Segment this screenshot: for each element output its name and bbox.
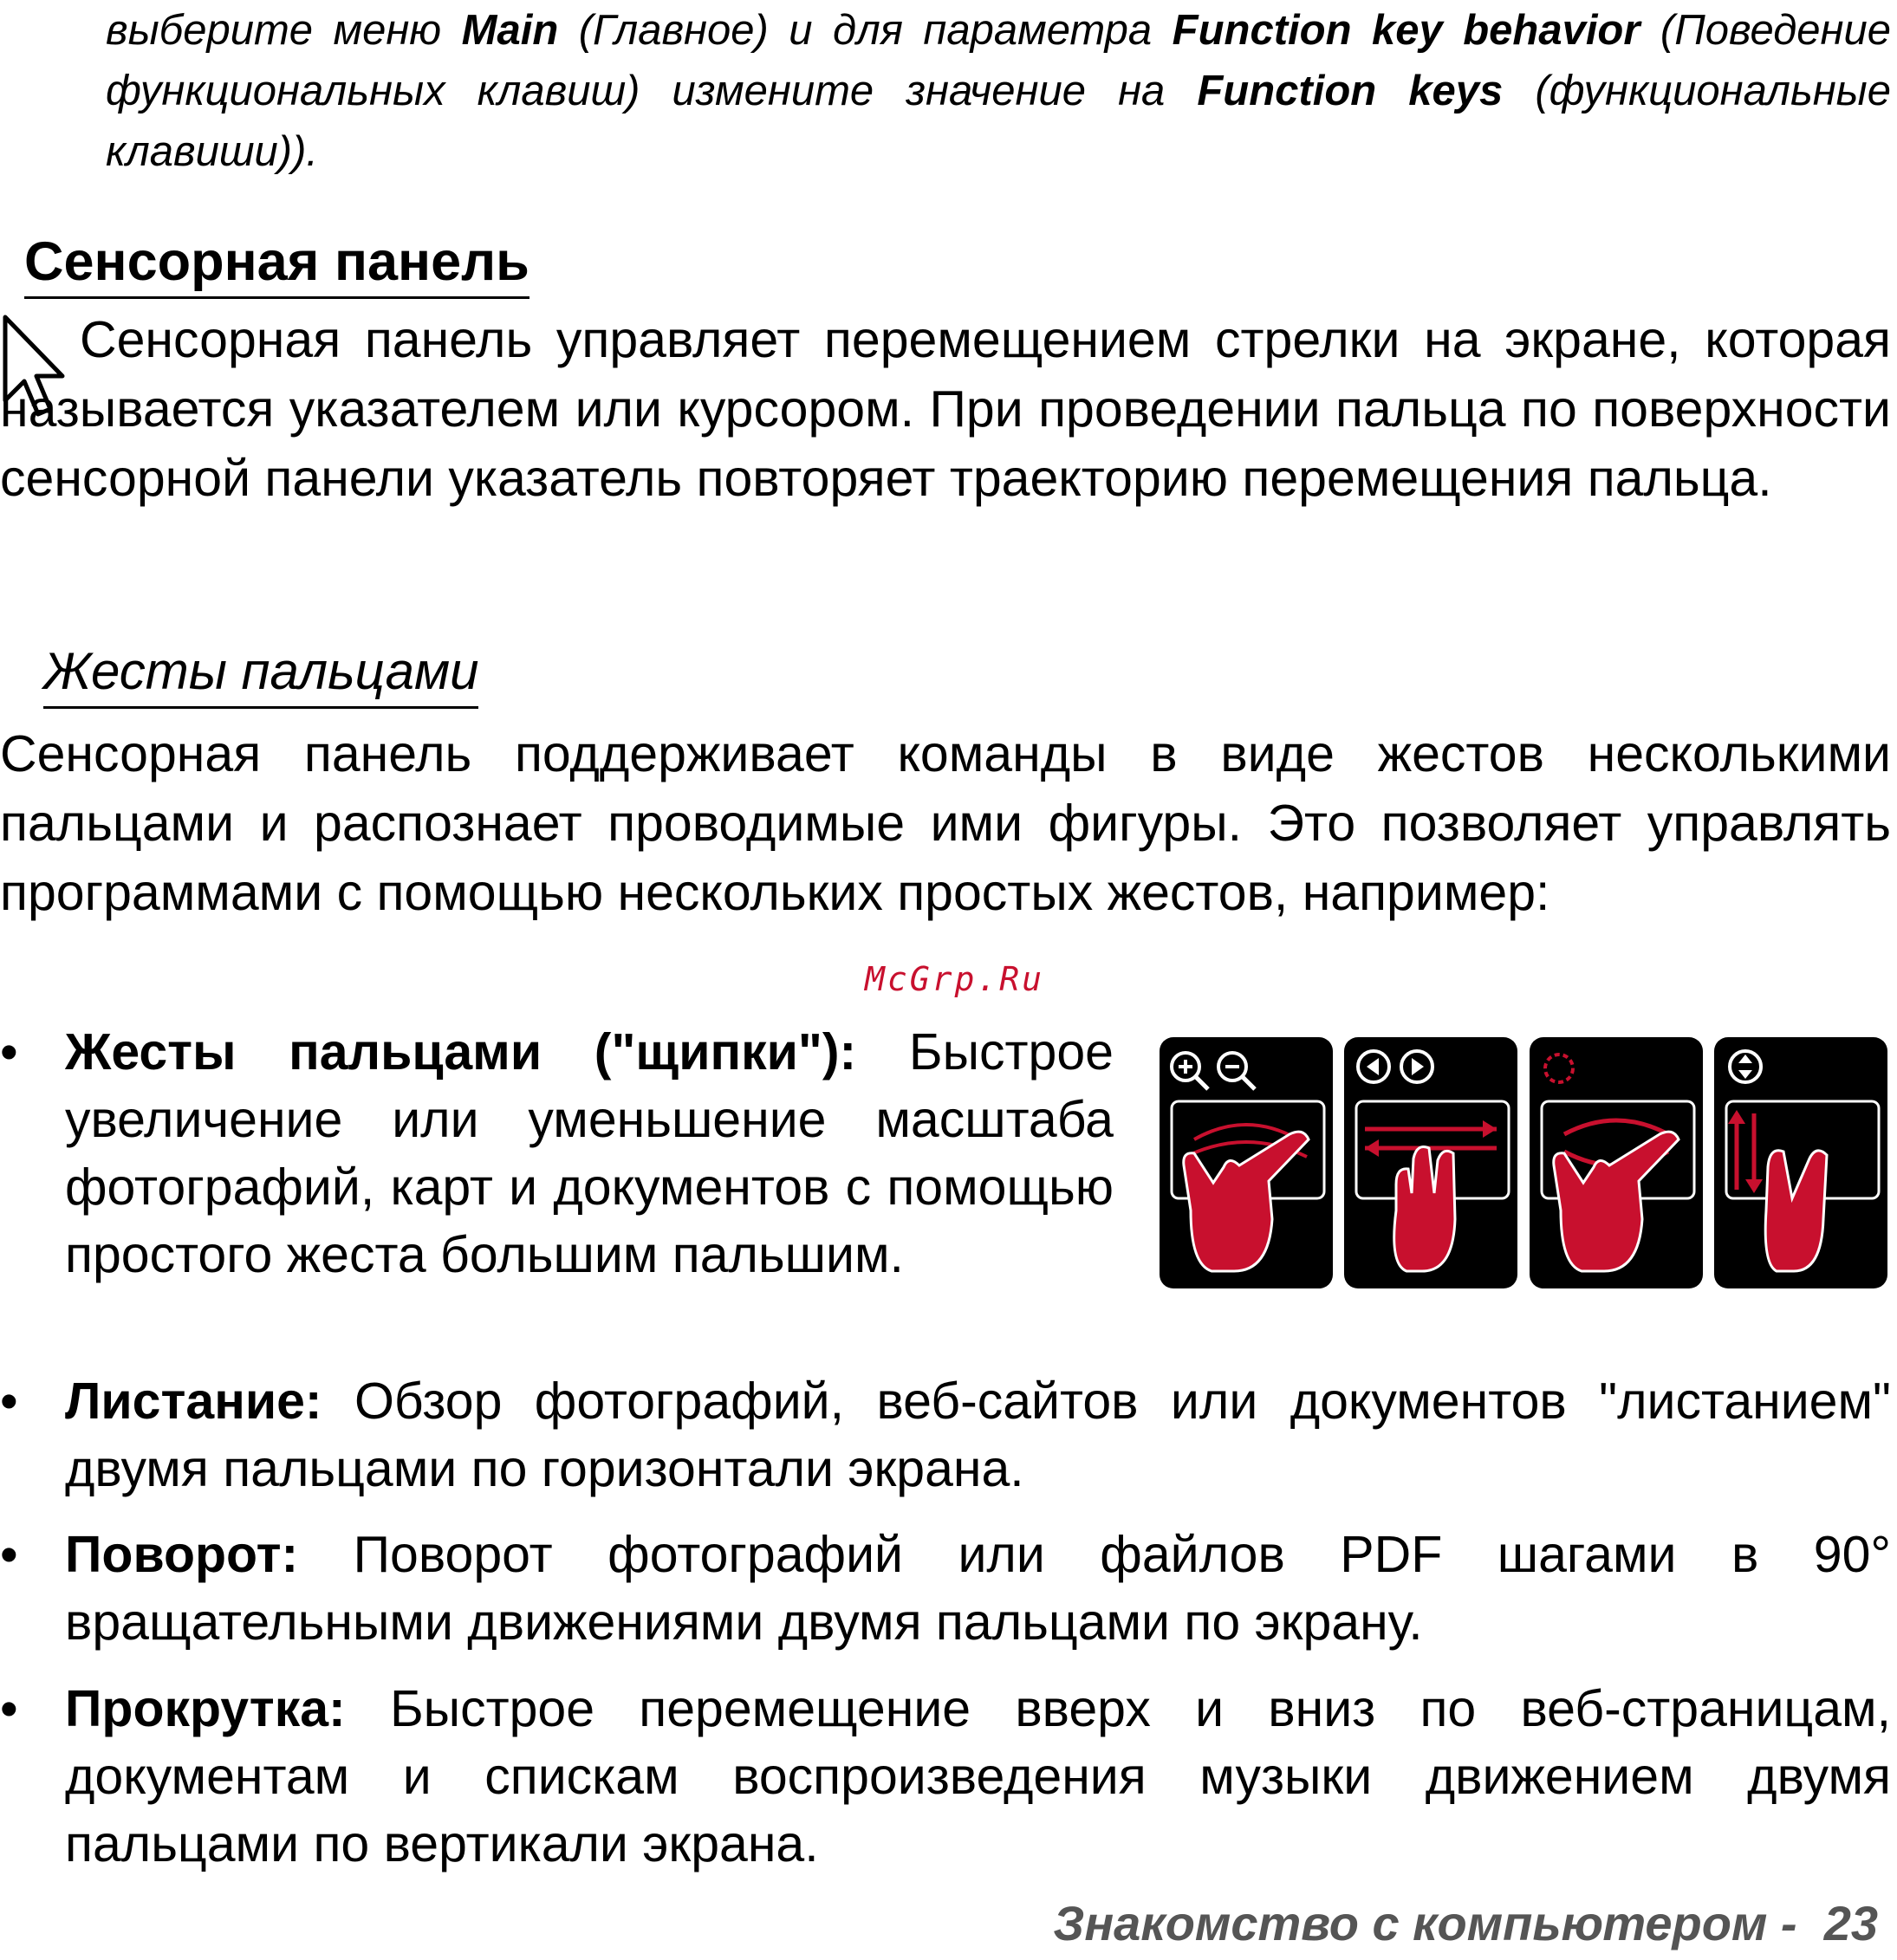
touchpad-description: Сенсорная панель управляет перемещением стрелки на экране, которая называется указателем или курсором. При проведении пальца по поверхности сенсорной панели указатель повторяет траекторию перемещения пальца. (0, 311, 1891, 507)
list-item-label: Листание: (65, 1373, 322, 1430)
gesture-illustrations (1160, 1037, 1887, 1288)
bullet-symbol: • (0, 1023, 18, 1081)
watermark: McGrp.Ru (865, 960, 1045, 998)
list-item-body: Обзор фотографий, веб-сайтов или документов "листанием" двумя пальцами по горизонтали экрана. (65, 1373, 1891, 1497)
intro-text: выберите меню (106, 7, 462, 54)
intro-text: (Поведение функциональных клавиш) измените значение на (106, 7, 1891, 114)
list-item-body: Поворот фотографий или файлов PDF шагами в 90° вращательными движениями двумя пальцами по экрану. (65, 1526, 1891, 1651)
list-item-body: Быстрое увеличение или уменьшение масштаба фотографий, карт и документов с помощью простого жеста большим пальшим. (65, 1023, 1114, 1283)
menu-main-term: Main (461, 7, 559, 54)
intro-text: (функциональные клавиши)). (106, 68, 1891, 175)
list-item-label: Прокрутка: (65, 1680, 346, 1737)
rotate-icon (1530, 1037, 1703, 1288)
subsection-title: Жесты пальцами (43, 637, 478, 709)
flip-icon (1344, 1037, 1517, 1288)
list-item-text (65, 1521, 1891, 1656)
intro-text: (Главное) и для параметра (558, 7, 1173, 54)
scroll-icon (1714, 1037, 1887, 1288)
footer-chapter: Знакомство с компьютером - (1053, 1896, 1797, 1950)
list-item-flip (0, 1367, 1891, 1506)
list-item-label: Жесты пальцами ("щипки"): (65, 1023, 857, 1081)
section-title: Сенсорная панель (24, 227, 529, 299)
page-footer (1053, 1893, 1878, 1954)
list-item-text (65, 1367, 1891, 1502)
pinch-zoom-icon (1160, 1037, 1333, 1288)
function-keys-term: Function keys (1197, 68, 1504, 114)
intro-paragraph (106, 0, 1891, 182)
list-item-label: Поворот: (65, 1526, 299, 1583)
list-item-text (65, 1675, 1891, 1878)
list-item-text (65, 1018, 1114, 1288)
gestures-description: Сенсорная панель поддерживает команды в виде жестов несколькими пальцами и распознает проводимые ими фигуры. Это позволяет управлять программами с помощью нескольких простых жестов, например: (0, 725, 1891, 921)
function-key-behavior-term: Function key behavior (1172, 7, 1640, 54)
page-number: 23 (1823, 1896, 1878, 1950)
list-item-body: Быстрое перемещение вверх и вниз по веб-страницам, документам и спискам воспроизведения музыки движением двумя пальцами по вертикали экрана. (65, 1680, 1891, 1872)
bullet-symbol: • (0, 1373, 18, 1430)
bullet-symbol: • (0, 1680, 18, 1737)
list-item-pinch (0, 1018, 1118, 1356)
list-item-rotate (0, 1521, 1891, 1659)
list-item-scroll (0, 1675, 1891, 1883)
bullet-symbol: • (0, 1526, 18, 1583)
